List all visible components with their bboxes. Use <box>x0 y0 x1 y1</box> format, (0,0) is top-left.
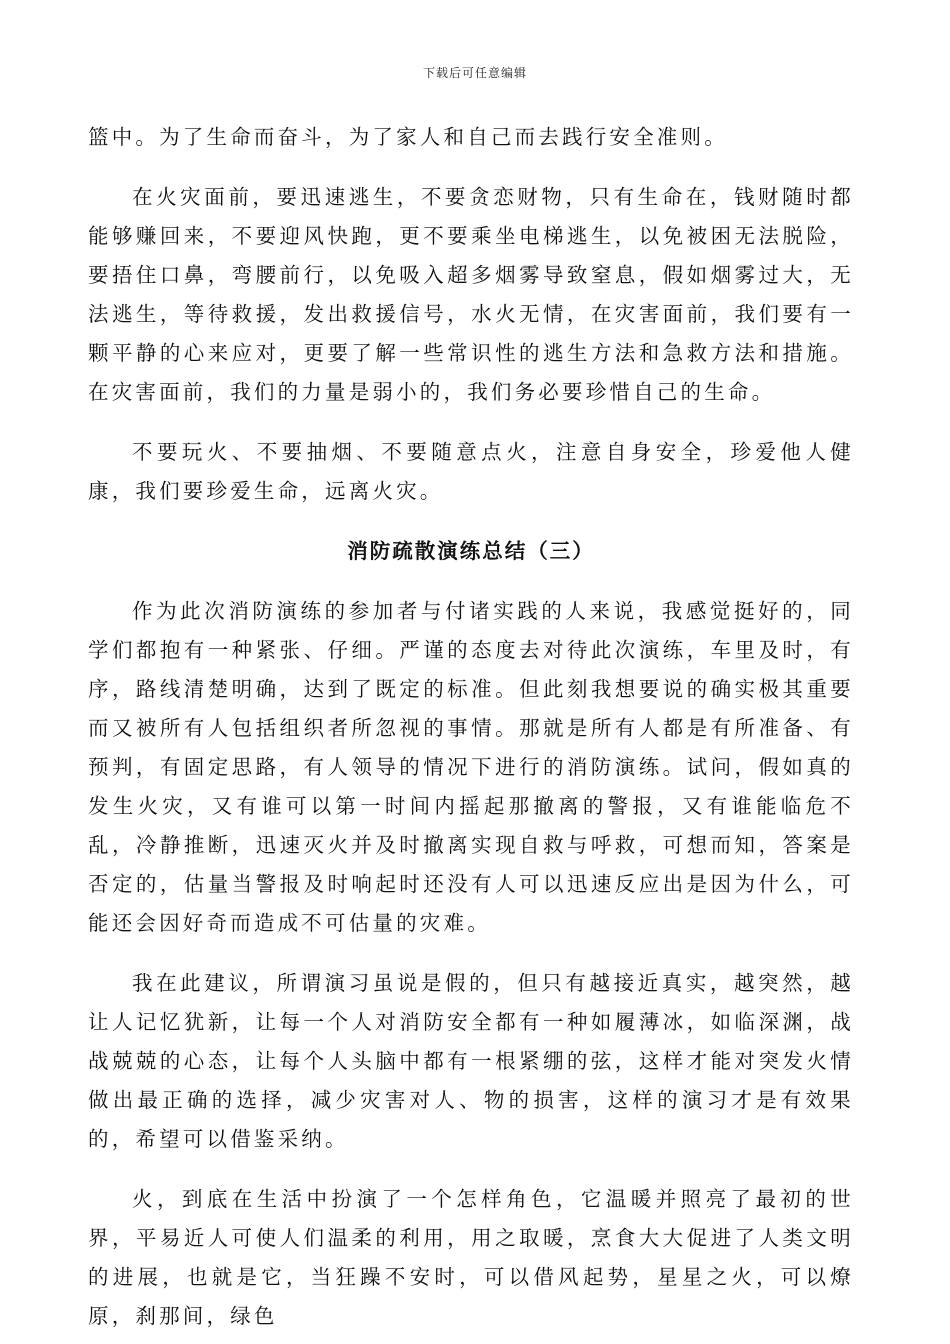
paragraph-fire-role: 火，到底在生活中扮演了一个怎样角色，它温暖并照亮了最初的世界，平易近人可使人们温柔的利用，用之取暖，烹食大大促进了人类文明的进展，也就是它，当狂躁不安时，可以借风起势，星星之火，可以燎原，刹那间，绿色 <box>88 1187 854 1328</box>
paragraph-gap <box>88 511 854 532</box>
paragraph-fire-prevention: 不要玩火、不要抽烟、不要随意点火，注意自身安全，珍爱他人健康，我们要珍爱生命，远离火灾。 <box>88 440 854 503</box>
section-title: 消防疏散演练总结（三） <box>347 539 595 563</box>
paragraph-gap <box>88 943 854 964</box>
paragraph-drill-reflection: 作为此次消防演练的参加者与付诸实践的人来说，我感觉挺好的，同学们都抱有一种紧张、仔细。严谨的态度去对待此次演练，车里及时，有序，路线清楚明确，达到了既定的标准。但此刻我想要说的确实极其重要而又被所有人包括组织者所忽视的事情。那就是所有人都是有所准备、有预判，有固定思路，有人领导的情况下进行的消防演练。试问，假如真的发生火灾，又有谁可以第一时间内摇起那撤离的警报，又有谁能临危不乱，冷静推断，迅速灭火并及时撤离实现自救与呼救，可想而知，答案是否定的，估量当警报及时响起时还没有人可以迅速反应出是因为什么，可能还会因好奇而造成不可估量的灾难。 <box>88 599 854 935</box>
document-body <box>88 118 854 1336</box>
paragraph-gap <box>88 1159 854 1180</box>
paragraph-gap <box>88 157 854 178</box>
paragraph-continuation: 篮中。为了生命而奋斗，为了家人和自己而去践行安全准则。 <box>88 125 728 149</box>
paragraph-suggestion: 我在此建议，所谓演习虽说是假的，但只有越接近真实，越突然，越让人记忆犹新，让每一个人对消防安全都有一种如履薄冰，如临深渊，战战兢兢的心态，让每个人头脑中都有一根紧绷的弦，这样才能对突发火情做出最正确的选择，减少灾害对人、物的损害，这样的演习才是有效果的，希望可以借鉴采纳。 <box>88 971 854 1151</box>
paragraph-gap <box>88 571 854 592</box>
paragraph-fire-escape: 在火灾面前，要迅速逃生，不要贪恋财物，只有生命在，钱财随时都能够赚回来，不要迎风快跑，更不要乘坐电梯逃生，以免被困无法脱险，要捂住口鼻，弯腰前行，以免吸入超多烟雾导致窒息，假如烟雾过大，无法逃生，等待救援，发出救援信号，水火无情，在灾害面前，我们要有一颗平静的心来应对，更要了解一些常识性的逃生方法和急救方法和措施。在灾害面前，我们的力量是弱小的，我们务必要珍惜自己的生命。 <box>88 185 854 404</box>
page-header-note: 下载后可任意编辑 <box>422 66 527 80</box>
paragraph-gap <box>88 412 854 433</box>
